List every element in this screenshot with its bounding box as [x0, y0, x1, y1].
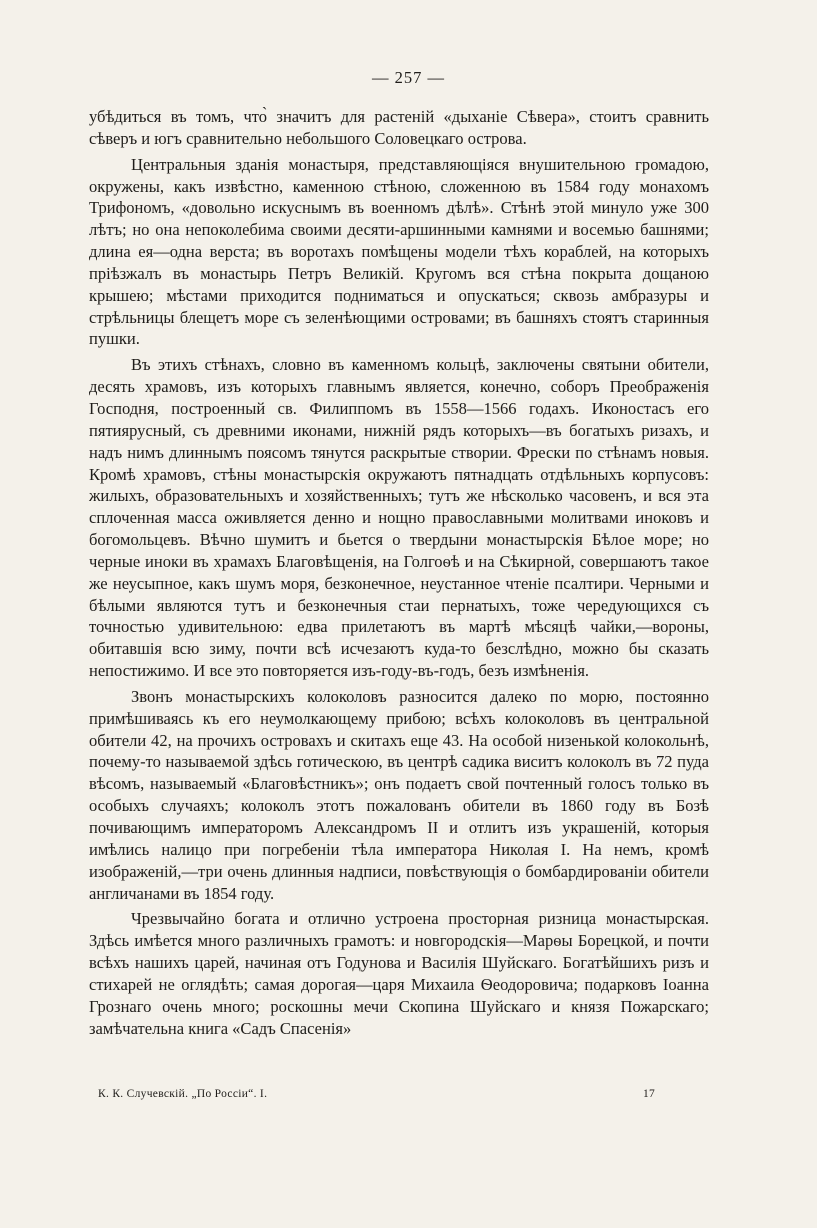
paragraph-shrines: Въ этихъ стѣнахъ, словно въ каменномъ кольцѣ, заключены святыни обители, десять храмовъ, изъ которыхъ главнымъ является, конечно, соборъ Преображенія Господня, построенный св. Филиппомъ въ 1558—1566 годахъ. Иконостасъ его пятиярусный, съ древними иконами, нижній рядъ которыхъ—въ богатыхъ ризахъ, и надъ нимъ длиннымъ поясомъ тянутся раскрытые створии. Фрески по стѣнамъ новыя. Кромѣ храмовъ, стѣны монастырскія окружаютъ пятнадцать отдѣльныхъ корпусовъ: жилыхъ, образовательныхъ и хозяйственныхъ; тутъ же нѣсколько часовенъ, и вся эта сплоченная масса оживляется денно и нощно православными молитвами иноковъ и богомольцевъ. Вѣчно шумитъ и бьется о твердыни монастырскія Бѣлое море; но черные иноки въ храмахъ Благовѣщенія, на Голгоѳѣ и на Сѣкирной, совершаютъ такое же неусыпное, какъ шумъ моря, безконечное, неустанное чтеніе псалтири. Черными и бѣлыми являются тутъ и безконечныя стаи пернатыхъ, тоже чередующихся съ точностью удивительною: едва прилетаютъ въ мартѣ мѣсяцѣ чайки,—вороны, обитавшія всю зиму, почти всѣ исчезаютъ куда-то безслѣдно, можно бы сказать непостижимо. И все это повторяется изъ-году-въ-годъ, безъ измѣненія.: [89, 355, 709, 681]
body-text: [89, 106, 709, 1039]
paragraph-bells: Звонъ монастырскихъ колоколовъ разносится далеко по морю, постоянно примѣшиваясь къ его неумолкающему прибою; всѣхъ колоколовъ въ центральной обители 42, на прочихъ островахъ и скитахъ еще 43. На особой низенькой колокольнѣ, почему-то называемой здѣсь готическою, въ центрѣ садика виситъ колоколъ въ 72 пуда вѣсомъ, называемый «Благовѣстникъ»; онъ подаетъ свой почтенный голосъ только въ особыхъ случаяхъ; колоколъ этотъ пожалованъ обители въ 1860 году въ Бозѣ почивающимъ императоромъ Александромъ II и отлитъ изъ украшеній, которыя имѣлись налицо при погребеніи тѣла императора Николая I. На немъ, кромѣ изображеній,—три очень длинныя надписи, повѣствующія о бомбардированіи обители англичанами въ 1854 году.: [89, 686, 709, 903]
paragraph-continuation: убѣдиться въ томъ, что̀ значитъ для растеній «дыханіе Сѣвера», стоитъ сравнить сѣверъ и югъ сравнительно небольшого Соловецкаго острова.: [89, 107, 709, 148]
signature-mark: 17: [643, 1088, 656, 1100]
paragraph-monastery-walls: Центральныя зданія монастыря, представляющіяся внушительною громадою, окружены, какъ извѣстно, каменною стѣною, сложенною въ 1584 году монахомъ Трифономъ, «довольно искуснымъ въ военномъ дѣлѣ». Стѣнѣ этой минуло уже 300 лѣтъ; но она непоколебима своими десяти-аршинными камнями и восемью башнями; длина ея—одна верста; въ воротахъ помѣщены модели тѣхъ кораблей, на которыхъ пріѣзжалъ въ монастырь Петръ Великій. Кругомъ вся стѣна покрыта дощаною крышею; мѣстами приходится подниматься и опускаться; сквозь амбразуры и стрѣльницы блещетъ море съ зеленѣющими островами; въ башняхъ стоятъ старинныя пушки.: [89, 154, 709, 349]
paragraph-sacristy: Чрезвычайно богата и отлично устроена просторная ризница монастырская. Здѣсь имѣется много различныхъ грамотъ: и новгородскія—Марѳы Борецкой, и почти всѣхъ нашихъ царей, начиная отъ Годунова и Василія Шуйскаго. Богатѣйшихъ ризъ и стихарей не оглядѣть; самая дорогая—царя Михаила Ѳеодоровича; подарковъ Іоанна Грознаго очень много; роскошны мечи Скопина Шуйскаго и князя Пожарскаго; замѣчательна книга «Садъ Спасенія»: [89, 909, 709, 1038]
page-number: — 257 —: [372, 68, 445, 87]
footer-credit: К. К. Случевскій. „По Россіи“. I.: [98, 1088, 268, 1100]
